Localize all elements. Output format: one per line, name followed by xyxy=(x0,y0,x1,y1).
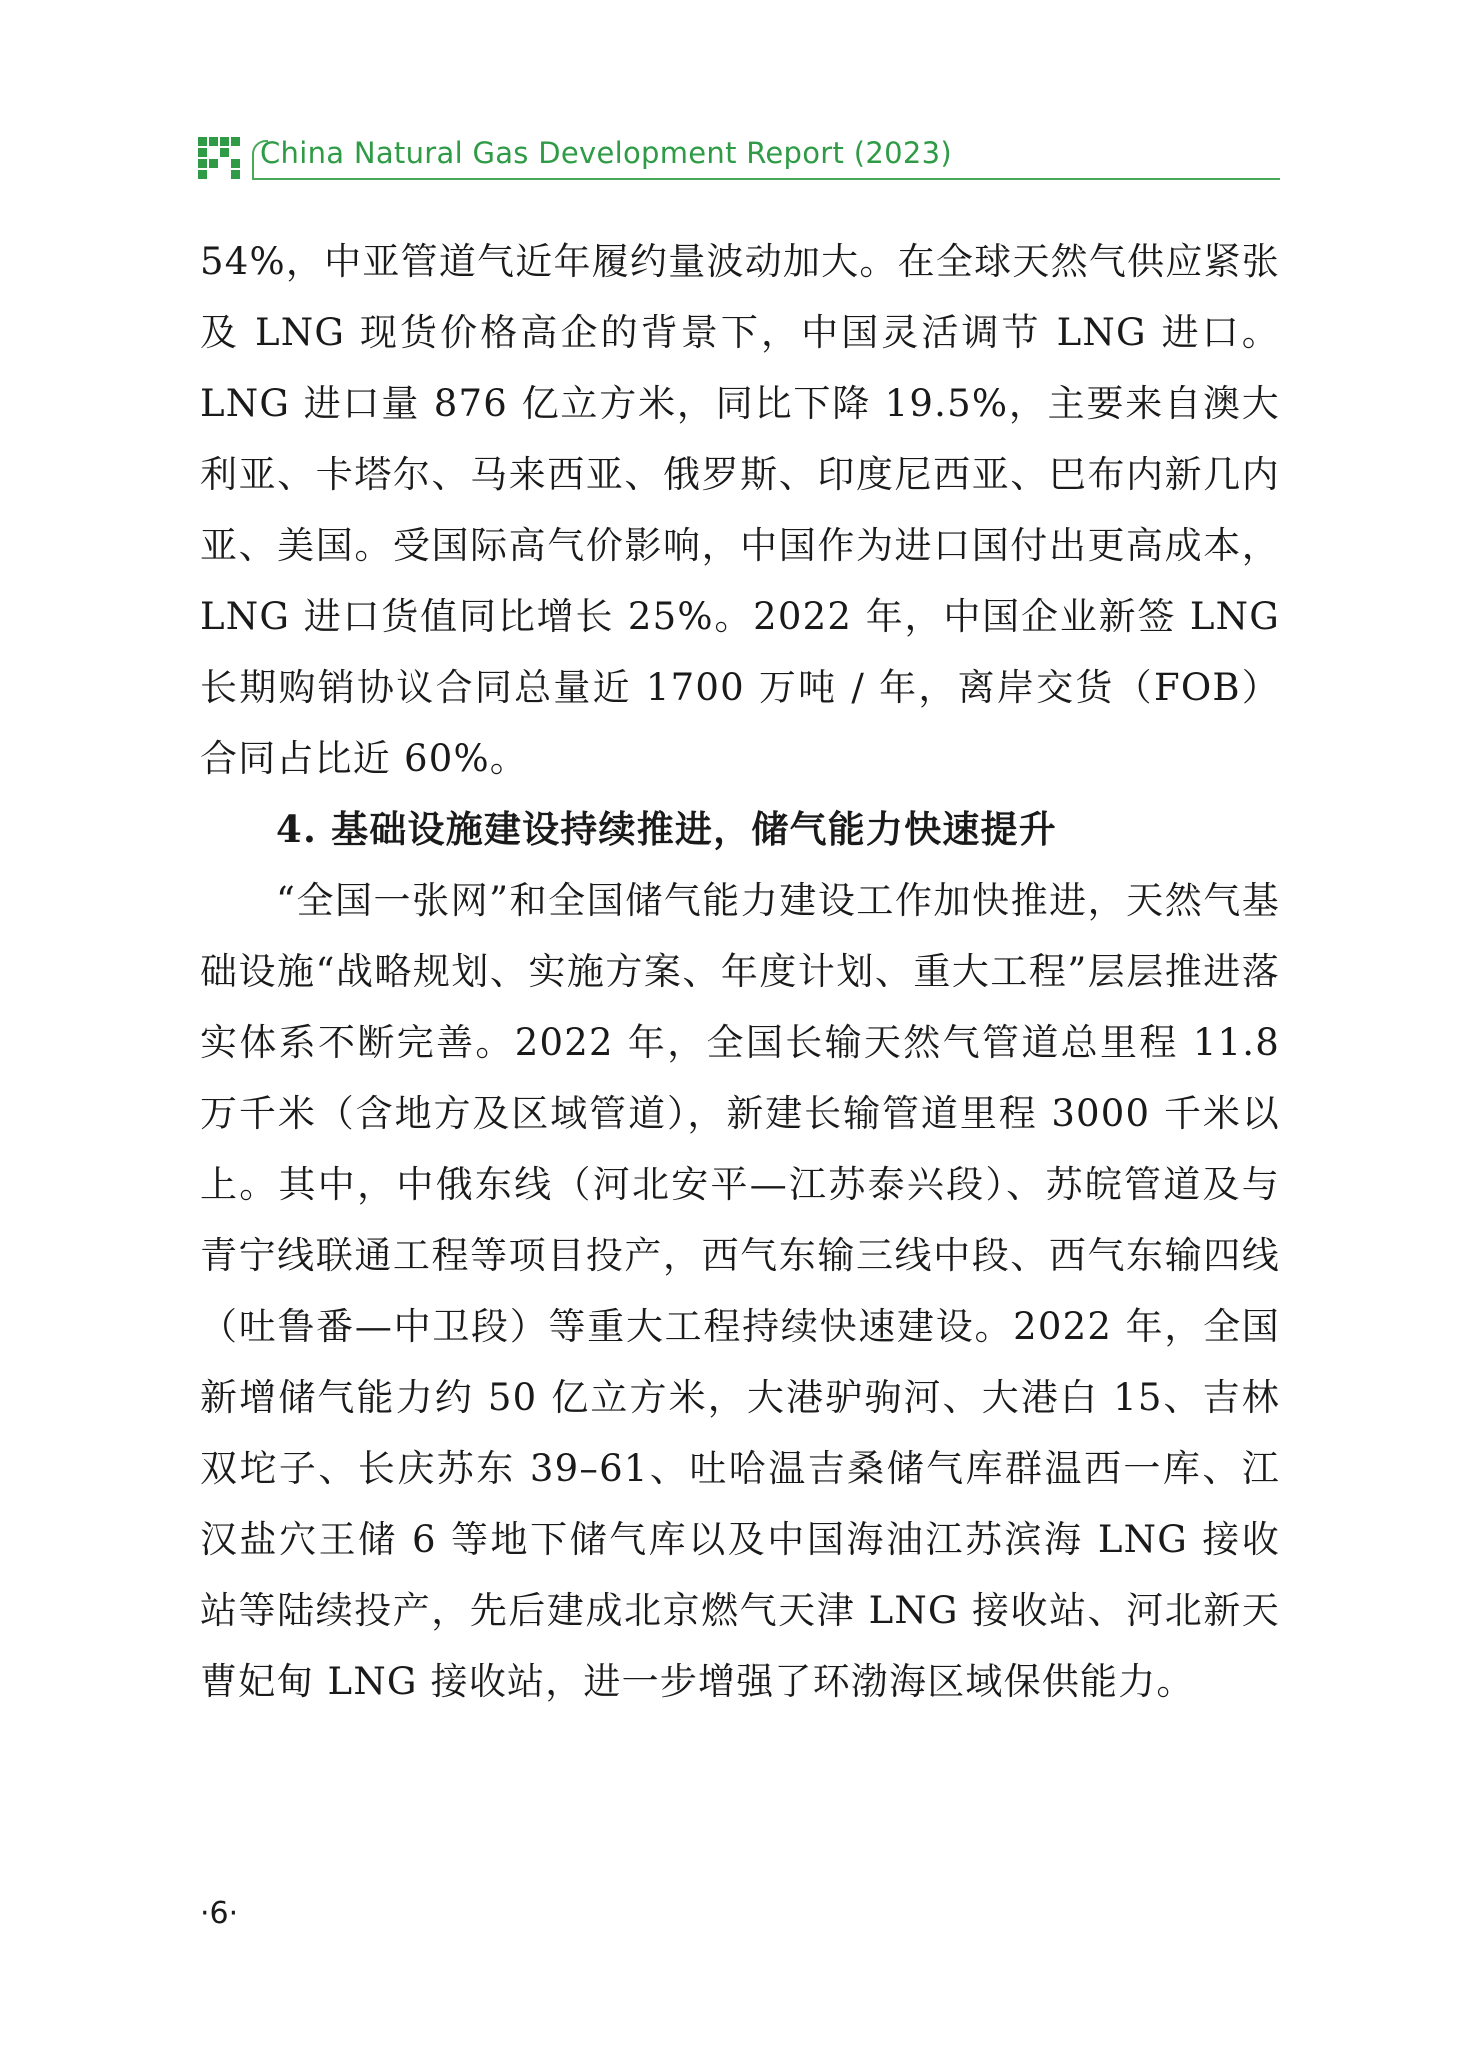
paragraph-infrastructure: “全国一张网”和全国储气能力建设工作加快推进，天然气基础设施“战略规划、实施方案、年度计划、重大工程”层层推进落实体系不断完善。2022 年，全国长输天然气管道总里程 11.8 万千米（含地方及区域管道），新建长输管道里程 3000 千米以上。其中，中俄东线（河北安平—江苏泰兴段）、苏皖管道及与青宁线联通工程等项目投产，西气东输三线中段、西气东输四线（吐鲁番—中卫段）等重大工程持续快速建设。2022 年，全国新增储气能力约 50 亿立方米，大港驴驹河、大港白 15、吉林双坨子、长庆苏东 39–61、吐哈温吉桑储气库群温西一库、江汉盐穴王储 6 等地下储气库以及中国海油江苏滨海 LNG 接收站等陆续投产，先后建成北京燃气天津 LNG 接收站、河北新天曹妃甸 LNG 接收站，进一步增强了环渤海区域保供能力。 xyxy=(200,879,1280,1703)
header-divider xyxy=(252,178,1280,180)
section-heading: 4. 基础设施建设持续推进，储气能力快速提升 xyxy=(276,807,1057,851)
running-header xyxy=(198,134,1280,182)
page-body xyxy=(200,226,1280,1717)
report-title: China Natural Gas Development Report (2023) xyxy=(260,136,952,170)
paragraph-lng-imports: 54%，中亚管道气近年履约量波动加大。在全球天然气供应紧张及 LNG 现货价格高企的背景下，中国灵活调节 LNG 进口。LNG 进口量 876 亿立方米，同比下降 19.5%，主要来自澳大利亚、卡塔尔、马来西亚、俄罗斯、印度尼西亚、巴布内新几内亚、美国。受国际高气价影响，中国作为进口国付出更高成本，LNG 进口货值同比增长 25%。2022 年，中国企业新签 LNG 长期购销协议合同总量近 1700 万吨 / 年，离岸交货（FOB）合同占比近 60%。 xyxy=(200,240,1280,780)
page-number: ·6· xyxy=(200,1896,239,1931)
green-pixel-logo-icon xyxy=(198,137,240,179)
